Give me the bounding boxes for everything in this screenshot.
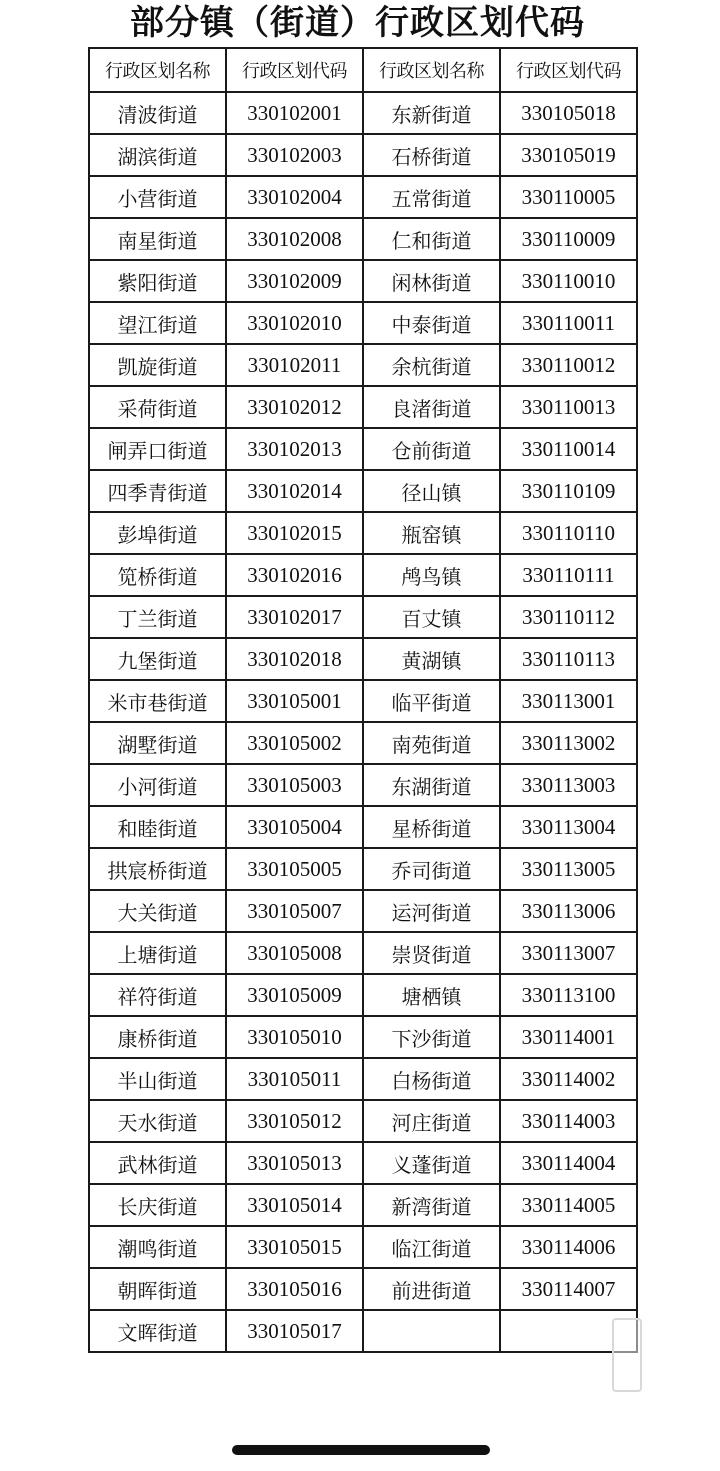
table-row: [89, 890, 637, 932]
table-row: [89, 848, 637, 890]
district-code-left: 330102001: [226, 92, 363, 134]
district-code-left: 330105013: [226, 1142, 363, 1184]
district-name-left: 湖墅街道: [89, 722, 226, 764]
district-code-right: 330114005: [500, 1184, 637, 1226]
district-code-left: 330105009: [226, 974, 363, 1016]
table-row: [89, 932, 637, 974]
district-name-right: 白杨街道: [363, 1058, 500, 1100]
district-code-left: 330102018: [226, 638, 363, 680]
district-name-right: 运河街道: [363, 890, 500, 932]
district-code-left: 330105002: [226, 722, 363, 764]
district-code-right: 330110110: [500, 512, 637, 554]
table-row: [89, 554, 637, 596]
district-name-right: 石桥街道: [363, 134, 500, 176]
district-name-left: 米市巷街道: [89, 680, 226, 722]
district-code-left: 330102012: [226, 386, 363, 428]
district-code-right: 330113002: [500, 722, 637, 764]
district-name-left: 天水街道: [89, 1100, 226, 1142]
district-name-left: 康桥街道: [89, 1016, 226, 1058]
district-code-left: 330102015: [226, 512, 363, 554]
district-name-left: 长庆街道: [89, 1184, 226, 1226]
district-name-right: [363, 1310, 500, 1352]
district-code-right: 330105019: [500, 134, 637, 176]
header-code-right: 行政区划代码: [500, 48, 637, 92]
district-name-right: 良渚街道: [363, 386, 500, 428]
district-name-right: 鸬鸟镇: [363, 554, 500, 596]
table-row: [89, 176, 637, 218]
district-name-left: 祥符街道: [89, 974, 226, 1016]
district-name-right: 前进街道: [363, 1268, 500, 1310]
district-name-left: 大关街道: [89, 890, 226, 932]
district-name-left: 采荷街道: [89, 386, 226, 428]
district-name-left: 清波街道: [89, 92, 226, 134]
district-code-right: 330114007: [500, 1268, 637, 1310]
district-code-left: 330105014: [226, 1184, 363, 1226]
page-title: 部分镇（街道）行政区划代码: [130, 3, 585, 43]
district-code-left: 330102010: [226, 302, 363, 344]
district-code-right: 330110005: [500, 176, 637, 218]
district-name-right: 义蓬街道: [363, 1142, 500, 1184]
district-code-right: 330113003: [500, 764, 637, 806]
district-code-right: 330110112: [500, 596, 637, 638]
table-row: [89, 260, 637, 302]
district-name-right: 临江街道: [363, 1226, 500, 1268]
district-name-right: 仁和街道: [363, 218, 500, 260]
table-header: [89, 48, 637, 92]
district-name-left: 和睦街道: [89, 806, 226, 848]
district-code-right: 330110109: [500, 470, 637, 512]
district-name-right: 黄湖镇: [363, 638, 500, 680]
district-code-right: 330114002: [500, 1058, 637, 1100]
district-code-table: [88, 47, 638, 1353]
district-name-right: 下沙街道: [363, 1016, 500, 1058]
district-name-left: 丁兰街道: [89, 596, 226, 638]
table-row: [89, 596, 637, 638]
district-name-left: 四季青街道: [89, 470, 226, 512]
district-code-right: 330110111: [500, 554, 637, 596]
district-code-left: 330102014: [226, 470, 363, 512]
district-code-right: 330113001: [500, 680, 637, 722]
district-name-left: 紫阳街道: [89, 260, 226, 302]
table-row: [89, 386, 637, 428]
district-code-right: 330110011: [500, 302, 637, 344]
table-row: [89, 1268, 637, 1310]
district-name-left: 半山街道: [89, 1058, 226, 1100]
district-name-right: 乔司街道: [363, 848, 500, 890]
header-name-right: 行政区划名称: [363, 48, 500, 92]
district-code-left: 330105016: [226, 1268, 363, 1310]
watermark-logo: [612, 1318, 642, 1392]
table-row: [89, 680, 637, 722]
district-name-right: 余杭街道: [363, 344, 500, 386]
district-code-left: 330105003: [226, 764, 363, 806]
table-row: [89, 1058, 637, 1100]
district-code-right: 330105018: [500, 92, 637, 134]
district-name-right: 仓前街道: [363, 428, 500, 470]
district-name-right: 塘栖镇: [363, 974, 500, 1016]
district-code-right: 330113007: [500, 932, 637, 974]
district-name-right: 闲林街道: [363, 260, 500, 302]
district-code-right: 330110113: [500, 638, 637, 680]
district-code-right: 330110009: [500, 218, 637, 260]
district-code-right: 330114006: [500, 1226, 637, 1268]
district-code-left: 330105017: [226, 1310, 363, 1352]
district-name-right: 东新街道: [363, 92, 500, 134]
district-code-left: 330102009: [226, 260, 363, 302]
district-code-left: 330105007: [226, 890, 363, 932]
district-code-right: 330110012: [500, 344, 637, 386]
district-code-right: 330110014: [500, 428, 637, 470]
district-code-right: 330110010: [500, 260, 637, 302]
table-body: [89, 92, 637, 1352]
district-name-left: 闸弄口街道: [89, 428, 226, 470]
district-name-left: 湖滨街道: [89, 134, 226, 176]
district-name-right: 五常街道: [363, 176, 500, 218]
table-row: [89, 638, 637, 680]
district-code-left: 330102016: [226, 554, 363, 596]
district-code-left: 330102013: [226, 428, 363, 470]
table-row: [89, 722, 637, 764]
district-code-right: 330114003: [500, 1100, 637, 1142]
district-name-left: 笕桥街道: [89, 554, 226, 596]
district-code-left: 330105015: [226, 1226, 363, 1268]
district-name-left: 望江街道: [89, 302, 226, 344]
district-name-left: 潮鸣街道: [89, 1226, 226, 1268]
district-code-right: 330113100: [500, 974, 637, 1016]
district-name-left: 小营街道: [89, 176, 226, 218]
district-name-right: 中泰街道: [363, 302, 500, 344]
district-code-right: 330114004: [500, 1142, 637, 1184]
table-row: [89, 302, 637, 344]
home-indicator[interactable]: [232, 1445, 490, 1455]
district-code-left: 330105012: [226, 1100, 363, 1142]
table-row: [89, 512, 637, 554]
table-row: [89, 1016, 637, 1058]
district-code-right: 330113004: [500, 806, 637, 848]
table-row: [89, 134, 637, 176]
district-code-left: 330105011: [226, 1058, 363, 1100]
district-name-left: 小河街道: [89, 764, 226, 806]
district-name-left: 彭埠街道: [89, 512, 226, 554]
district-name-left: 拱宸桥街道: [89, 848, 226, 890]
district-code-right: 330113005: [500, 848, 637, 890]
district-name-left: 朝晖街道: [89, 1268, 226, 1310]
table-row: [89, 806, 637, 848]
district-code-left: 330105004: [226, 806, 363, 848]
table-row: [89, 1100, 637, 1142]
district-name-left: 武林街道: [89, 1142, 226, 1184]
table-row: [89, 1142, 637, 1184]
district-code-left: 330102017: [226, 596, 363, 638]
district-name-left: 凯旋街道: [89, 344, 226, 386]
district-name-right: 崇贤街道: [363, 932, 500, 974]
district-name-left: 文晖街道: [89, 1310, 226, 1352]
district-name-right: 百丈镇: [363, 596, 500, 638]
header-row: [89, 48, 637, 92]
district-code-left: 330102004: [226, 176, 363, 218]
district-code-left: 330105001: [226, 680, 363, 722]
district-code-right: 330110013: [500, 386, 637, 428]
table-row: [89, 1310, 637, 1352]
district-code-left: 330105005: [226, 848, 363, 890]
district-name-right: 东湖街道: [363, 764, 500, 806]
district-code-left: 330102008: [226, 218, 363, 260]
table-row: [89, 344, 637, 386]
district-name-right: 星桥街道: [363, 806, 500, 848]
district-name-right: 新湾街道: [363, 1184, 500, 1226]
table-row: [89, 428, 637, 470]
district-code-left: 330105008: [226, 932, 363, 974]
district-code-right: 330114001: [500, 1016, 637, 1058]
district-code-right: 330113006: [500, 890, 637, 932]
district-name-right: 径山镇: [363, 470, 500, 512]
header-code-left: 行政区划代码: [226, 48, 363, 92]
table-row: [89, 92, 637, 134]
table-row: [89, 1226, 637, 1268]
district-name-right: 河庄街道: [363, 1100, 500, 1142]
table-row: [89, 974, 637, 1016]
district-code-left: 330105010: [226, 1016, 363, 1058]
district-code-left: 330102011: [226, 344, 363, 386]
table-row: [89, 218, 637, 260]
table-row: [89, 470, 637, 512]
district-name-left: 南星街道: [89, 218, 226, 260]
district-name-right: 南苑街道: [363, 722, 500, 764]
table-row: [89, 764, 637, 806]
district-name-left: 上塘街道: [89, 932, 226, 974]
district-name-right: 临平街道: [363, 680, 500, 722]
header-name-left: 行政区划名称: [89, 48, 226, 92]
district-code-left: 330102003: [226, 134, 363, 176]
district-name-left: 九堡街道: [89, 638, 226, 680]
district-name-right: 瓶窑镇: [363, 512, 500, 554]
table-row: [89, 1184, 637, 1226]
